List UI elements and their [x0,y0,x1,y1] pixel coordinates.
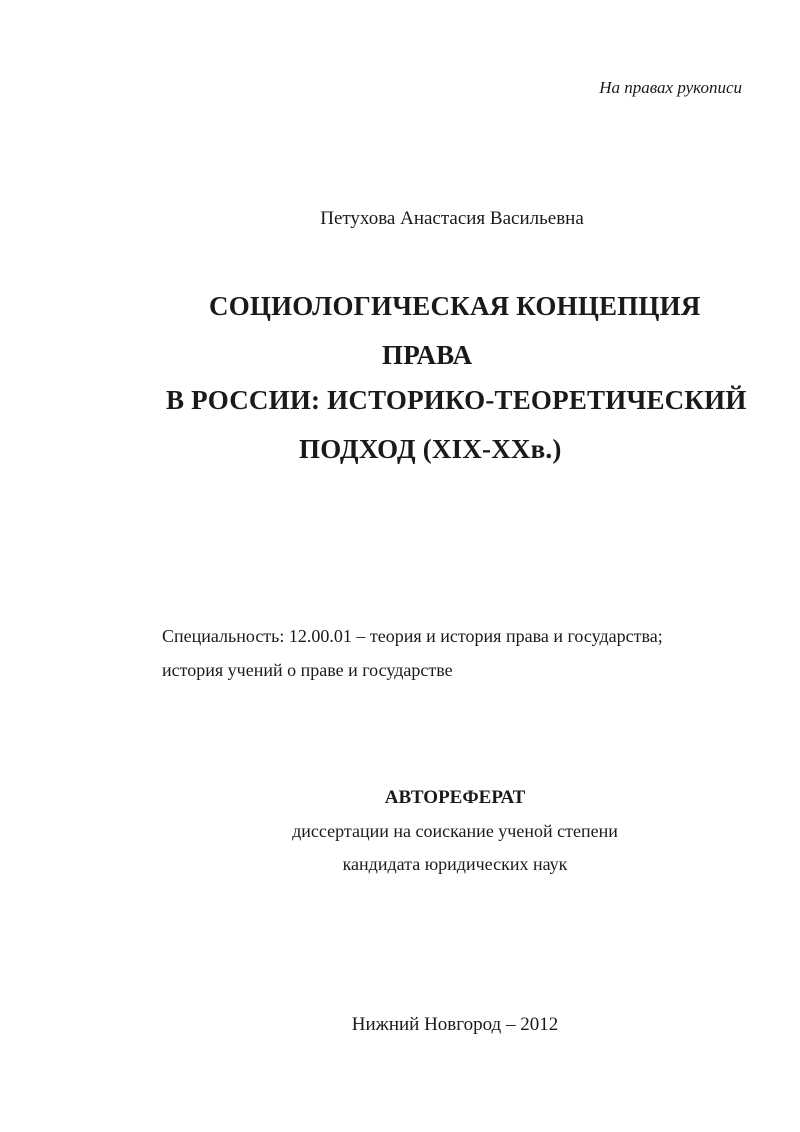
degree-line: кандидата юридических наук [342,854,568,874]
specialty-line: Специальность: 12.00.01 – теория и история права и государства; [162,626,663,646]
place-and-year: Нижний Новгород – 2012 [351,1014,559,1035]
document-type: АВТОРЕФЕРАТ [384,787,526,808]
title-line: СОЦИОЛОГИЧЕСКАЯ КОНЦЕПЦИЯ [209,291,701,321]
degree-line: диссертации на соискание ученой степени [292,821,618,841]
specialty-line: история учений о праве и государстве [162,660,453,680]
title-line: ПОДХОД (XIX-XXв.) [299,434,562,464]
title-line: В РОССИИ: ИСТОРИКО-ТЕОРЕТИЧЕСКИЙ [166,385,747,415]
manuscript-rights-note: На правах рукописи [599,78,742,97]
title-line: ПРАВА [382,340,473,370]
author-name: Петухова Анастасия Васильевна [320,208,584,229]
